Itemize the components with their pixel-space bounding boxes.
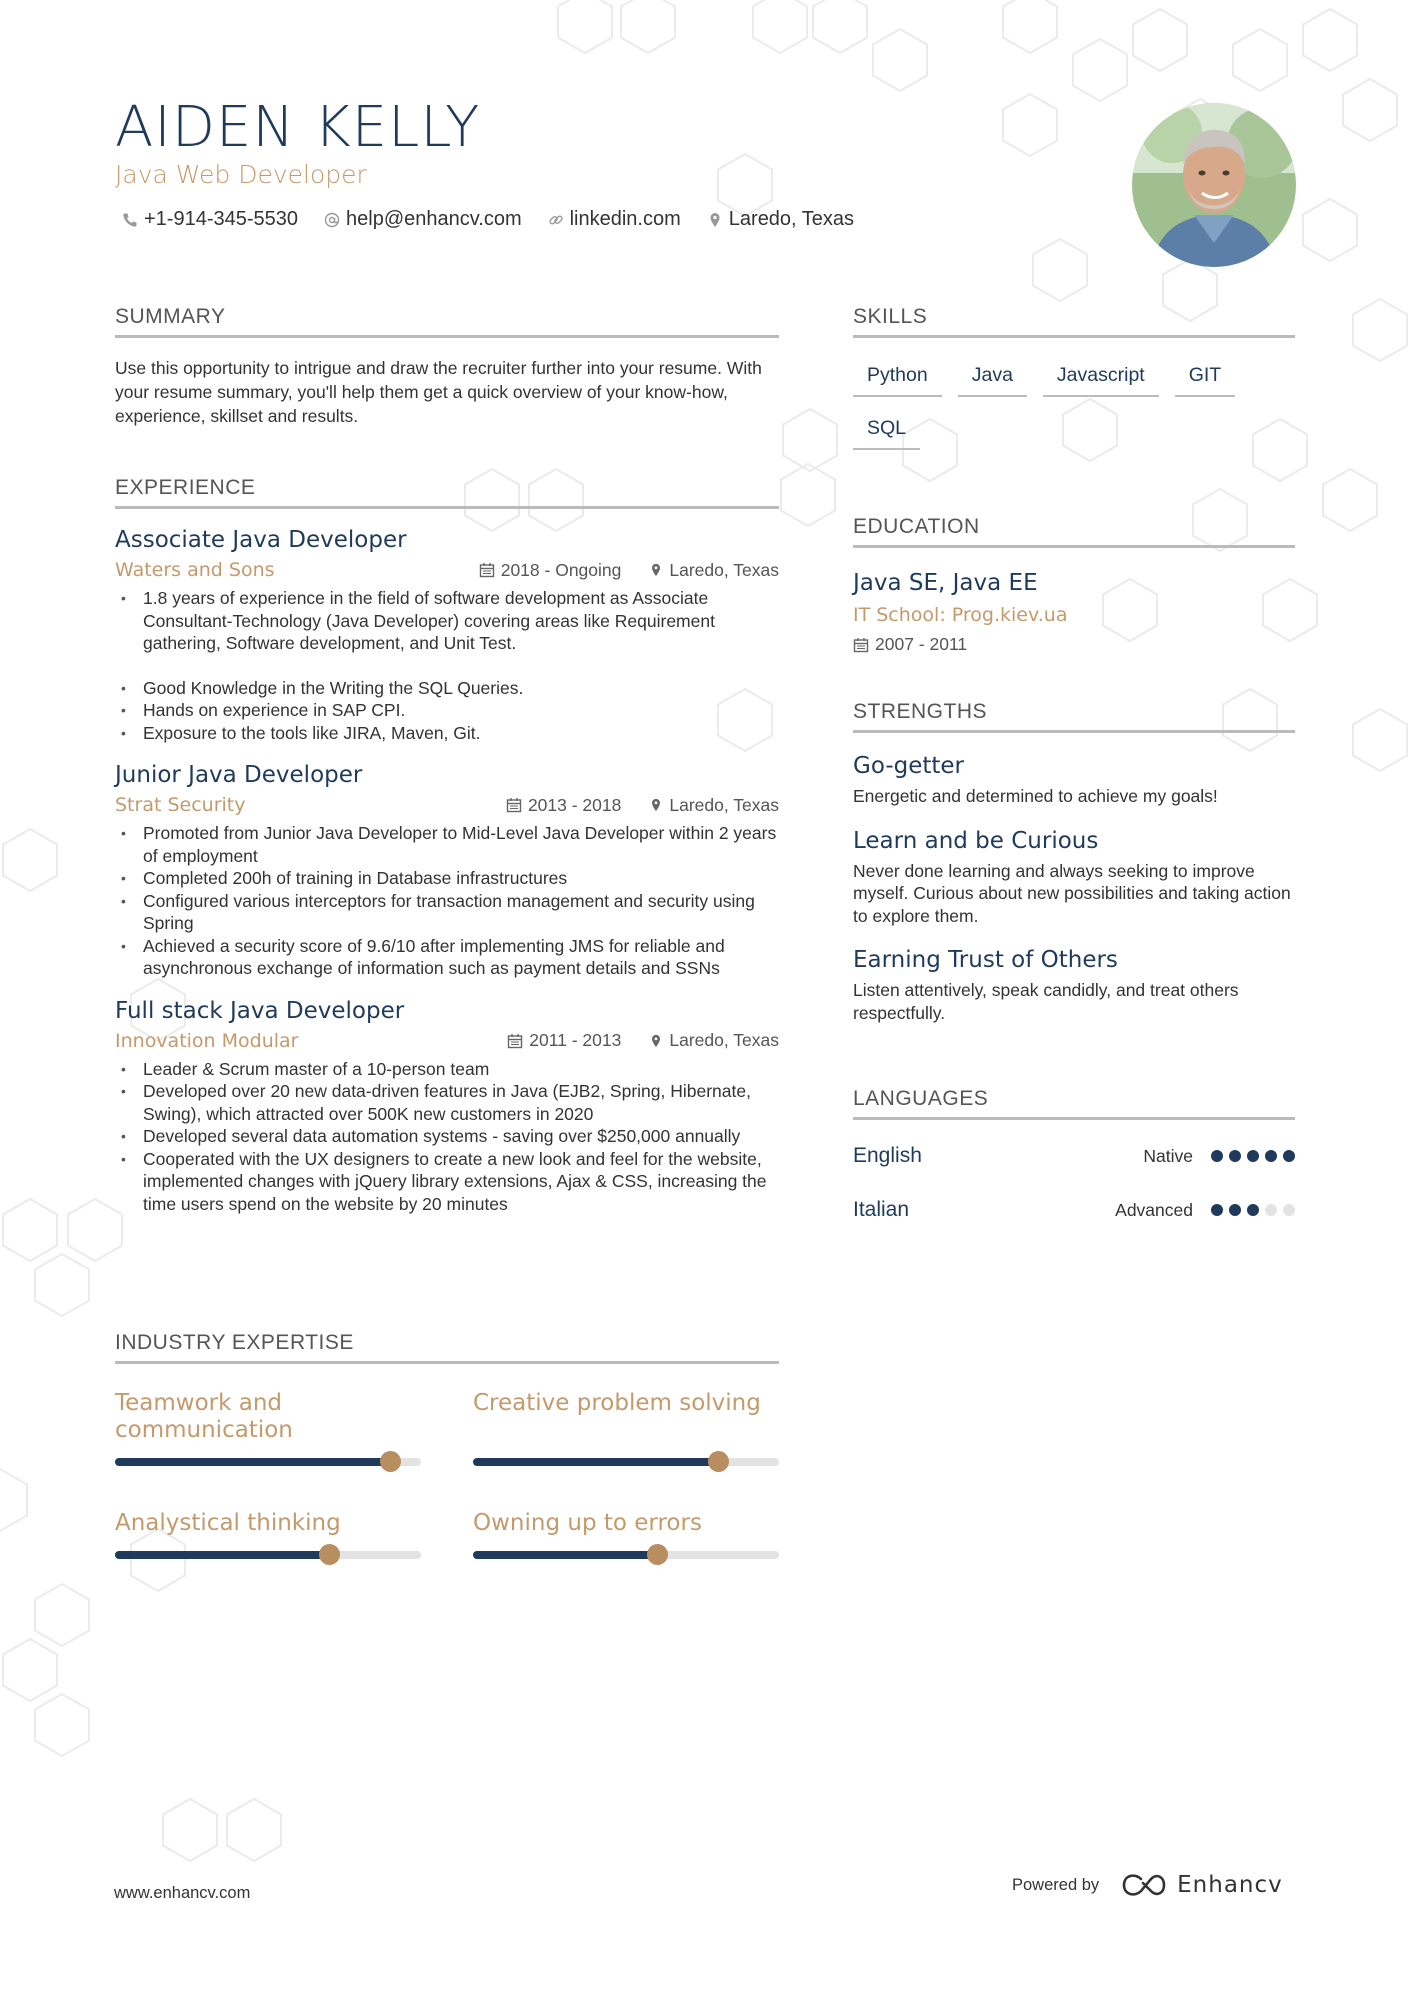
education-heading: EDUCATION <box>853 515 1295 548</box>
calendar-icon <box>853 637 869 653</box>
job-bullet: • 1.8 years of experience in the field of software development as Associate Consultant-Technology (Java Developer) covering areas like Requirement gathering, Software development, and Unit Test. <box>115 587 779 655</box>
expertise-knob <box>708 1451 729 1472</box>
candidate-title: Java Web Developer <box>115 160 367 189</box>
language-dot-filled <box>1229 1150 1241 1162</box>
calendar-icon <box>506 797 522 813</box>
summary-section <box>115 305 779 428</box>
language-dot-filled <box>1211 1204 1223 1216</box>
footer-website[interactable]: www.enhancv.com <box>114 1884 251 1902</box>
language-dot-filled <box>1211 1150 1223 1162</box>
job-bullet: • Cooperated with the UX designers to create a new look and feel for the website, implemented changes with jQuery library extensions, Ajax & CSS, increasing the time users spend on the website by 20 minutes <box>115 1148 779 1216</box>
expertise-bar <box>115 1551 421 1559</box>
job-bullet: • Leader & Scrum master of a 10-person team <box>115 1058 779 1081</box>
language-dot-filled <box>1247 1150 1259 1162</box>
skill-tag: Javascript <box>1043 360 1159 397</box>
expertise-item <box>115 1510 421 1559</box>
strengths-section <box>853 700 1295 1024</box>
calendar-icon <box>507 1033 523 1049</box>
language-dot-filled <box>1247 1204 1259 1216</box>
strength-item <box>853 947 1295 1024</box>
skill-tag: Java <box>958 360 1027 397</box>
expertise-label: Analystical thinking <box>115 1510 341 1536</box>
skill-tag: Python <box>853 360 942 397</box>
strength-item <box>853 753 1295 808</box>
strength-item <box>853 828 1295 928</box>
expertise-label: Creative problem solving <box>473 1390 761 1416</box>
contact-linkedin-text: linkedin.com <box>569 208 681 230</box>
job-title: Junior Java Developer <box>115 762 363 788</box>
language-item <box>853 1144 1295 1168</box>
job-dates: 2018 - Ongoing <box>500 559 622 580</box>
strength-desc: Never done learning and always seeking to improve myself. Curious about new possibilities and taking action to explore them. <box>853 860 1291 926</box>
strength-title: Learn and be Curious <box>853 827 1099 854</box>
skill-tag: SQL <box>853 413 920 450</box>
job-location: Laredo, Texas <box>669 1030 779 1050</box>
phone-icon <box>122 212 138 228</box>
skills-heading: SKILLS <box>853 305 1295 338</box>
strength-title: Go-getter <box>853 753 965 779</box>
job-location: Laredo, Texas <box>669 559 779 580</box>
expertise-section <box>115 1331 779 1559</box>
contact-phone[interactable] <box>122 208 298 231</box>
expertise-knob <box>380 1451 401 1472</box>
expertise-knob <box>319 1544 340 1565</box>
experience-section <box>115 476 779 1215</box>
language-level: Advanced <box>1115 1199 1193 1220</box>
experience-heading: EXPERIENCE <box>115 476 779 509</box>
education-degree: Java SE, Java EE <box>853 570 1038 596</box>
at-icon <box>324 212 340 228</box>
expertise-bar <box>473 1551 779 1559</box>
contact-location <box>707 208 854 231</box>
location-icon <box>649 1033 663 1049</box>
job-dates: 2013 - 2018 <box>527 794 622 815</box>
summary-text: Use this opportunity to intrigue and draw the recruiter further into your resume. With your resume summary, you'll help them get a quick overview of your know-how, experience, skillset and results. <box>115 358 762 426</box>
job-bullet: • Promoted from Junior Java Developer to Mid-Level Java Developer within 2 years of employment <box>115 822 779 867</box>
language-dot-filled <box>1229 1204 1241 1216</box>
job-entry <box>115 998 779 1216</box>
candidate-name: AIDEN KELLY <box>115 95 481 160</box>
education-dates: 2007 - 2011 <box>875 634 968 654</box>
contact-email-text: help@enhancv.com <box>346 208 522 230</box>
strength-title: Earning Trust of Others <box>853 947 1118 973</box>
powered-by-label: Powered by <box>1012 1875 1100 1894</box>
contact-bar <box>122 208 854 231</box>
language-dot-filled <box>1265 1150 1277 1162</box>
job-location: Laredo, Texas <box>669 794 779 815</box>
language-dot-empty <box>1283 1204 1295 1216</box>
strengths-heading: STRENGTHS <box>853 700 1295 733</box>
job-entry <box>115 527 779 744</box>
location-icon <box>707 212 723 228</box>
job-bullet: • Configured various interceptors for transaction management and security using Spring <box>115 890 779 935</box>
language-dots <box>1211 1204 1295 1216</box>
contact-location-text: Laredo, Texas <box>728 208 855 230</box>
education-school: IT School: Prog.kiev.ua <box>853 604 1068 626</box>
enhancv-logo-icon <box>1121 1873 1167 1897</box>
job-bullet: • Good Knowledge in the Writing the SQL Queries. <box>115 677 779 700</box>
contact-email[interactable] <box>324 208 522 231</box>
languages-section <box>853 1087 1295 1222</box>
job-bullet: • Completed 200h of training in Database infrastructures <box>115 867 779 890</box>
strength-desc: Listen attentively, speak candidly, and treat others respectfully. <box>853 980 1239 1023</box>
profile-photo <box>1132 103 1296 267</box>
language-name: English <box>853 1144 922 1167</box>
contact-phone-text: +1-914-345-5530 <box>144 208 299 230</box>
job-company: Strat Security <box>115 794 246 816</box>
expertise-item <box>473 1510 779 1559</box>
job-company: Innovation Modular <box>115 1029 299 1052</box>
expertise-knob <box>647 1544 668 1565</box>
job-bullet: • Achieved a security score of 9.6/10 after implementing JMS for reliable and asynchronous exchange of information such as payment details and SSNs <box>115 935 779 980</box>
calendar-icon <box>479 562 495 578</box>
expertise-item <box>473 1390 779 1466</box>
expertise-bar <box>473 1458 779 1466</box>
contact-linkedin[interactable] <box>548 208 681 231</box>
expertise-heading: INDUSTRY EXPERTISE <box>115 1331 779 1364</box>
language-name: Italian <box>853 1198 910 1221</box>
language-dots <box>1211 1150 1295 1162</box>
expertise-item <box>115 1390 421 1466</box>
skills-section <box>853 305 1295 450</box>
expertise-bar <box>115 1458 421 1466</box>
language-item <box>853 1198 1295 1222</box>
language-dot-empty <box>1265 1204 1277 1216</box>
strength-desc: Energetic and determined to achieve my goals! <box>853 786 1218 806</box>
job-company: Waters and Sons <box>115 559 275 581</box>
job-bullet: • Developed over 20 new data-driven features in Java (EJB2, Spring, Hibernate, Swing), which attracted over 500K new customers in 2020 <box>115 1080 779 1125</box>
language-level: Native <box>1143 1145 1193 1166</box>
footer-brand <box>1012 1872 1283 1898</box>
link-icon <box>548 212 564 228</box>
job-entry <box>115 762 779 980</box>
job-bullet: • Exposure to the tools like JIRA, Maven, Git. <box>115 722 779 745</box>
education-section <box>853 515 1295 655</box>
expertise-label: Owning up to errors <box>473 1510 702 1536</box>
job-bullet: • Hands on experience in SAP CPI. <box>115 699 779 722</box>
job-title: Full stack Java Developer <box>115 997 405 1024</box>
skill-tag: GIT <box>1175 360 1236 397</box>
location-icon <box>649 797 663 813</box>
job-dates: 2011 - 2013 <box>529 1030 622 1050</box>
languages-heading: LANGUAGES <box>853 1087 1295 1120</box>
location-icon <box>649 562 663 578</box>
brand-name: Enhancv <box>1177 1872 1283 1898</box>
language-dot-filled <box>1283 1150 1295 1162</box>
job-bullet: • Developed several data automation systems - saving over $250,000 annually <box>115 1125 779 1148</box>
avatar <box>1132 103 1296 267</box>
expertise-label: Teamwork and communication <box>115 1390 293 1443</box>
job-title: Associate Java Developer <box>115 527 407 553</box>
summary-heading: SUMMARY <box>115 305 779 338</box>
